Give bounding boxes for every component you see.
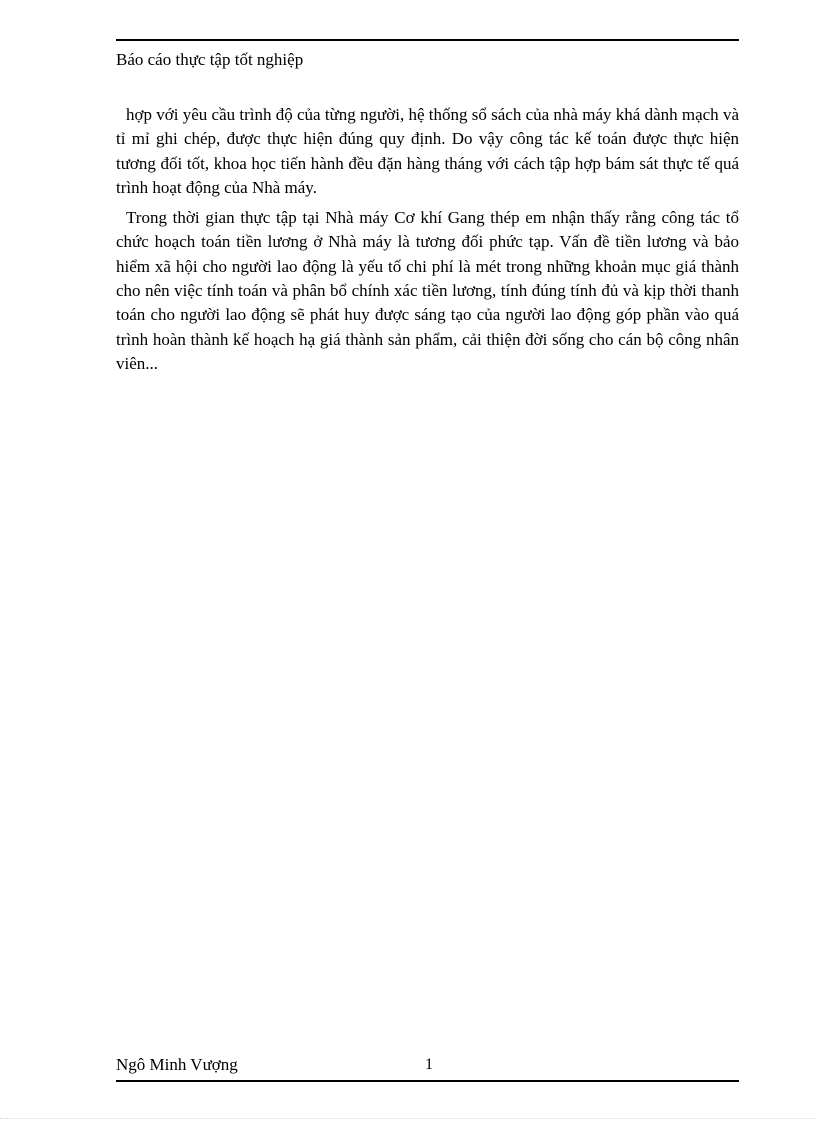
page-number: 1 xyxy=(425,1056,433,1073)
page-bottom-edge xyxy=(0,1118,816,1119)
header-rule xyxy=(116,39,739,41)
paragraph: Trong thời gian thực tập tại Nhà máy Cơ khí Gang thép em nhận thấy rằng công tác tổ chức hoạch toán tiền lương ở Nhà máy là tương đối phức tạp. Vấn đề tiền lương và bảo hiểm xã hội cho người lao động là yếu tố chi phí là mét trong những khoản mục giá thành cho nên việc tính toán và phân bổ chính xác tiền lương, tính đúng tính đủ và kịp thời thanh toán cho người lao động sẽ phát huy được sáng tạo của người lao động góp phần vào quá trình hoàn thành kế hoạch hạ giá thành sản phẩm, cải thiện đời sống cho cán bộ công nhân viên... xyxy=(116,208,739,373)
footer-rule xyxy=(116,1080,739,1082)
running-header-title: Báo cáo thực tập tốt nghiệp xyxy=(116,50,304,69)
paragraph: hợp với yêu cầu trình độ của từng người, hệ thống sổ sách của nhà máy khá dành mạch và tỉ mỉ ghi chép, được thực hiện đúng quy định. Do vậy công tác kế toán được thực hiện tương đối tốt, khoa học tiến hành đều đặn hàng tháng với cách tập hợp bám sát thực tế quá trình hoạt động của Nhà máy. xyxy=(116,105,739,197)
footer-author: Ngô Minh Vượng xyxy=(116,1055,238,1074)
body-text xyxy=(116,103,739,382)
